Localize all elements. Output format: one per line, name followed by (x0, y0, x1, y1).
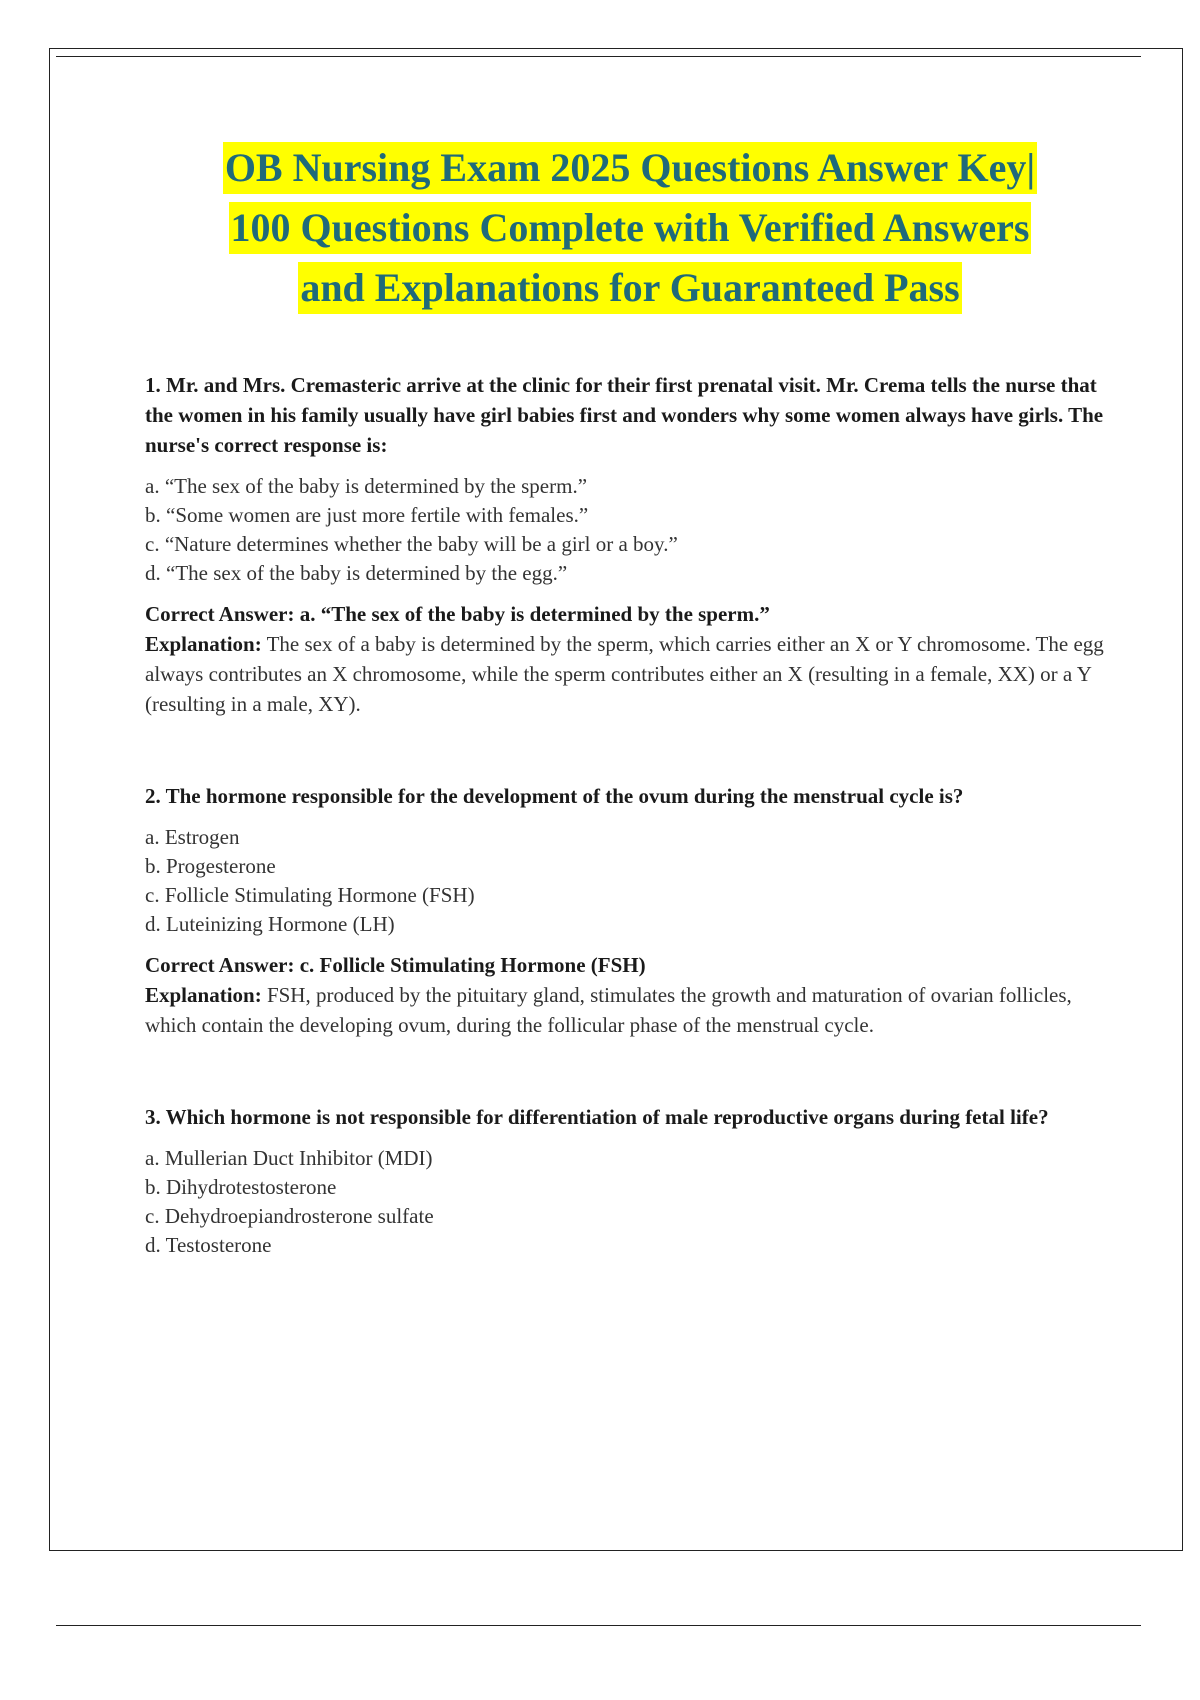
question-1 (145, 370, 1105, 719)
option-b: b. Dihydrotestosterone (145, 1175, 337, 1199)
header-rule (56, 56, 1141, 57)
title-line-1: OB Nursing Exam 2025 Questions Answer Key| (223, 142, 1037, 194)
explanation (145, 980, 1105, 1040)
correct-answer: Correct Answer: a. “The sex of the baby is determined by the sperm.” (145, 602, 770, 626)
option-c: c. Dehydroepiandrosterone sulfate (145, 1204, 434, 1228)
question-3 (145, 1102, 1105, 1260)
explanation-label: Explanation: (145, 983, 262, 1007)
option-list (145, 823, 1105, 939)
question-text: 1. Mr. and Mrs. Cremasteric arrive at the clinic for their first prenatal visit. Mr. Crema tells the nurse that the women in his family usually have girl babies first and wonders why some women always have girls. The nurse's correct response is: (145, 373, 1104, 457)
option-d: d. Testosterone (145, 1233, 272, 1257)
correct-answer: Correct Answer: c. Follicle Stimulating Hormone (FSH) (145, 953, 646, 977)
option-d: d. “The sex of the baby is determined by the egg.” (145, 561, 568, 585)
explanation-text: FSH, produced by the pituitary gland, stimulates the growth and maturation of ovarian follicles, which contain the developing ovum, during the follicular phase of the menstrual cycle. (145, 983, 1072, 1037)
option-b: b. “Some women are just more fertile with females.” (145, 503, 589, 527)
option-a: a. Estrogen (145, 825, 240, 849)
option-a: a. Mullerian Duct Inhibitor (MDI) (145, 1146, 433, 1170)
option-c: c. “Nature determines whether the baby will be a girl or a boy.” (145, 532, 678, 556)
option-c: c. Follicle Stimulating Hormone (FSH) (145, 883, 475, 907)
option-list (145, 472, 1105, 588)
footer-rule (56, 1625, 1141, 1626)
explanation-label: Explanation: (145, 632, 262, 656)
title-line-3: and Explanations for Guaranteed Pass (298, 262, 961, 314)
option-d: d. Luteinizing Hormone (LH) (145, 912, 395, 936)
question-list (145, 370, 1105, 1322)
question-text: 2. The hormone responsible for the development of the ovum during the menstrual cycle is? (145, 784, 964, 808)
explanation (145, 629, 1105, 719)
option-b: b. Progesterone (145, 854, 276, 878)
document-title (90, 142, 1170, 322)
question-text: 3. Which hormone is not responsible for differentiation of male reproductive organs during fetal life? (145, 1105, 1049, 1129)
explanation-text: The sex of a baby is determined by the sperm, which carries either an X or Y chromosome. The egg always contributes an X chromosome, while the sperm contributes either an X (resulting in a female, XX) or a Y (resulting in a male, XY). (145, 632, 1104, 716)
title-line-2: 100 Questions Complete with Verified Answers (229, 202, 1032, 254)
option-list (145, 1144, 1105, 1260)
option-a: a. “The sex of the baby is determined by the sperm.” (145, 474, 588, 498)
question-2 (145, 781, 1105, 1040)
